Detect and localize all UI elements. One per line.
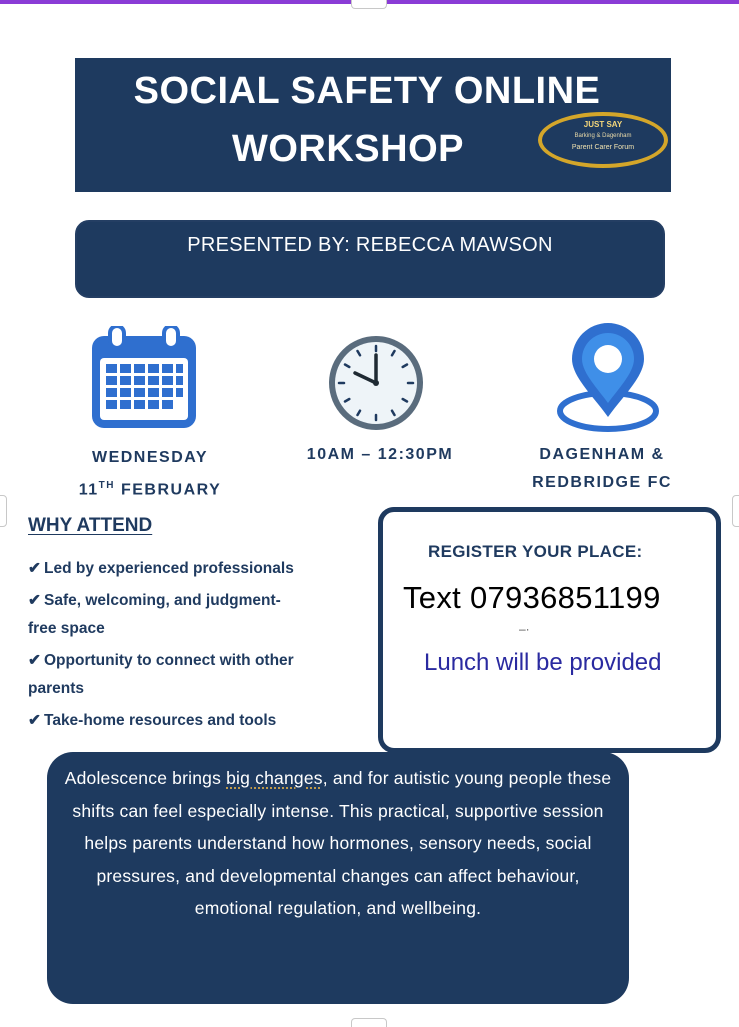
title-line-2: WORKSHOP [232,128,464,170]
list-item [28,587,373,643]
check-icon: ✔ [28,712,41,729]
date-suffix: TH [98,480,115,491]
check-icon: ✔ [28,560,41,577]
location-pin-icon [556,323,660,435]
list-item [28,647,373,703]
event-day: WEDNESDAY [91,449,209,466]
resize-handle-right[interactable] [732,495,739,527]
check-icon: ✔ [28,592,41,609]
logo-text-1: JUST SAY [583,120,623,129]
list-item-text: Led by experienced professionals [44,560,294,577]
location-line-1: DAGENHAM & [539,446,665,463]
about-text-highlight: big changes [226,768,323,788]
list-item-text-cont: parents [28,680,84,697]
date-number: 11 [78,481,99,499]
forum-logo [538,112,668,168]
list-item-text: Take-home resources and tools [44,712,277,729]
location-line-2: REDBRIDGE FC [532,474,672,491]
about-box [47,752,629,1004]
register-label: REGISTER YOUR PLACE: [428,542,643,561]
why-attend-list [28,555,373,739]
event-location [512,441,692,497]
logo-text-3: Parent Carer Forum [571,144,635,151]
register-box [378,507,721,753]
presenter-text: PRESENTED BY: REBECCA MAWSON [187,234,553,256]
register-phone[interactable]: Text 07936851199 [403,580,661,615]
about-text-rest: , and for autistic young people these shifts can feel especially intense. This practical, supportive session helps parents understand how hormones, sensory needs, social pressures, and developmental changes can affect behaviour, emotional regulation, and wellbeing. [72,768,612,918]
event-date [60,444,240,504]
clock-icon [322,333,430,433]
list-item [28,555,373,583]
why-attend-heading: WHY ATTEND [28,515,153,536]
resize-handle-top[interactable] [351,0,387,9]
calendar-icon [90,326,198,430]
title-line-1: SOCIAL SAFETY ONLINE [133,70,601,112]
list-item-text: Safe, welcoming, and judgment- [44,592,281,609]
lunch-note: Lunch will be provided [424,649,662,676]
check-icon: ✔ [28,652,41,669]
date-month: FEBRUARY [120,481,222,499]
logo-text-2: Barking & Dagenham [574,133,632,139]
about-text-start: Adolescence brings [64,768,227,788]
about-text [61,762,615,925]
event-time: 10AM – 12:30PM [306,446,454,463]
event-date-line [60,472,240,504]
resize-handle-left[interactable] [0,495,7,527]
resize-handle-bottom[interactable] [351,1018,387,1027]
presenter-banner [75,220,665,298]
list-item [28,707,373,735]
list-item-text-cont: free space [28,620,105,637]
register-divider: –· [519,622,530,636]
list-item-text: Opportunity to connect with other [44,652,294,669]
